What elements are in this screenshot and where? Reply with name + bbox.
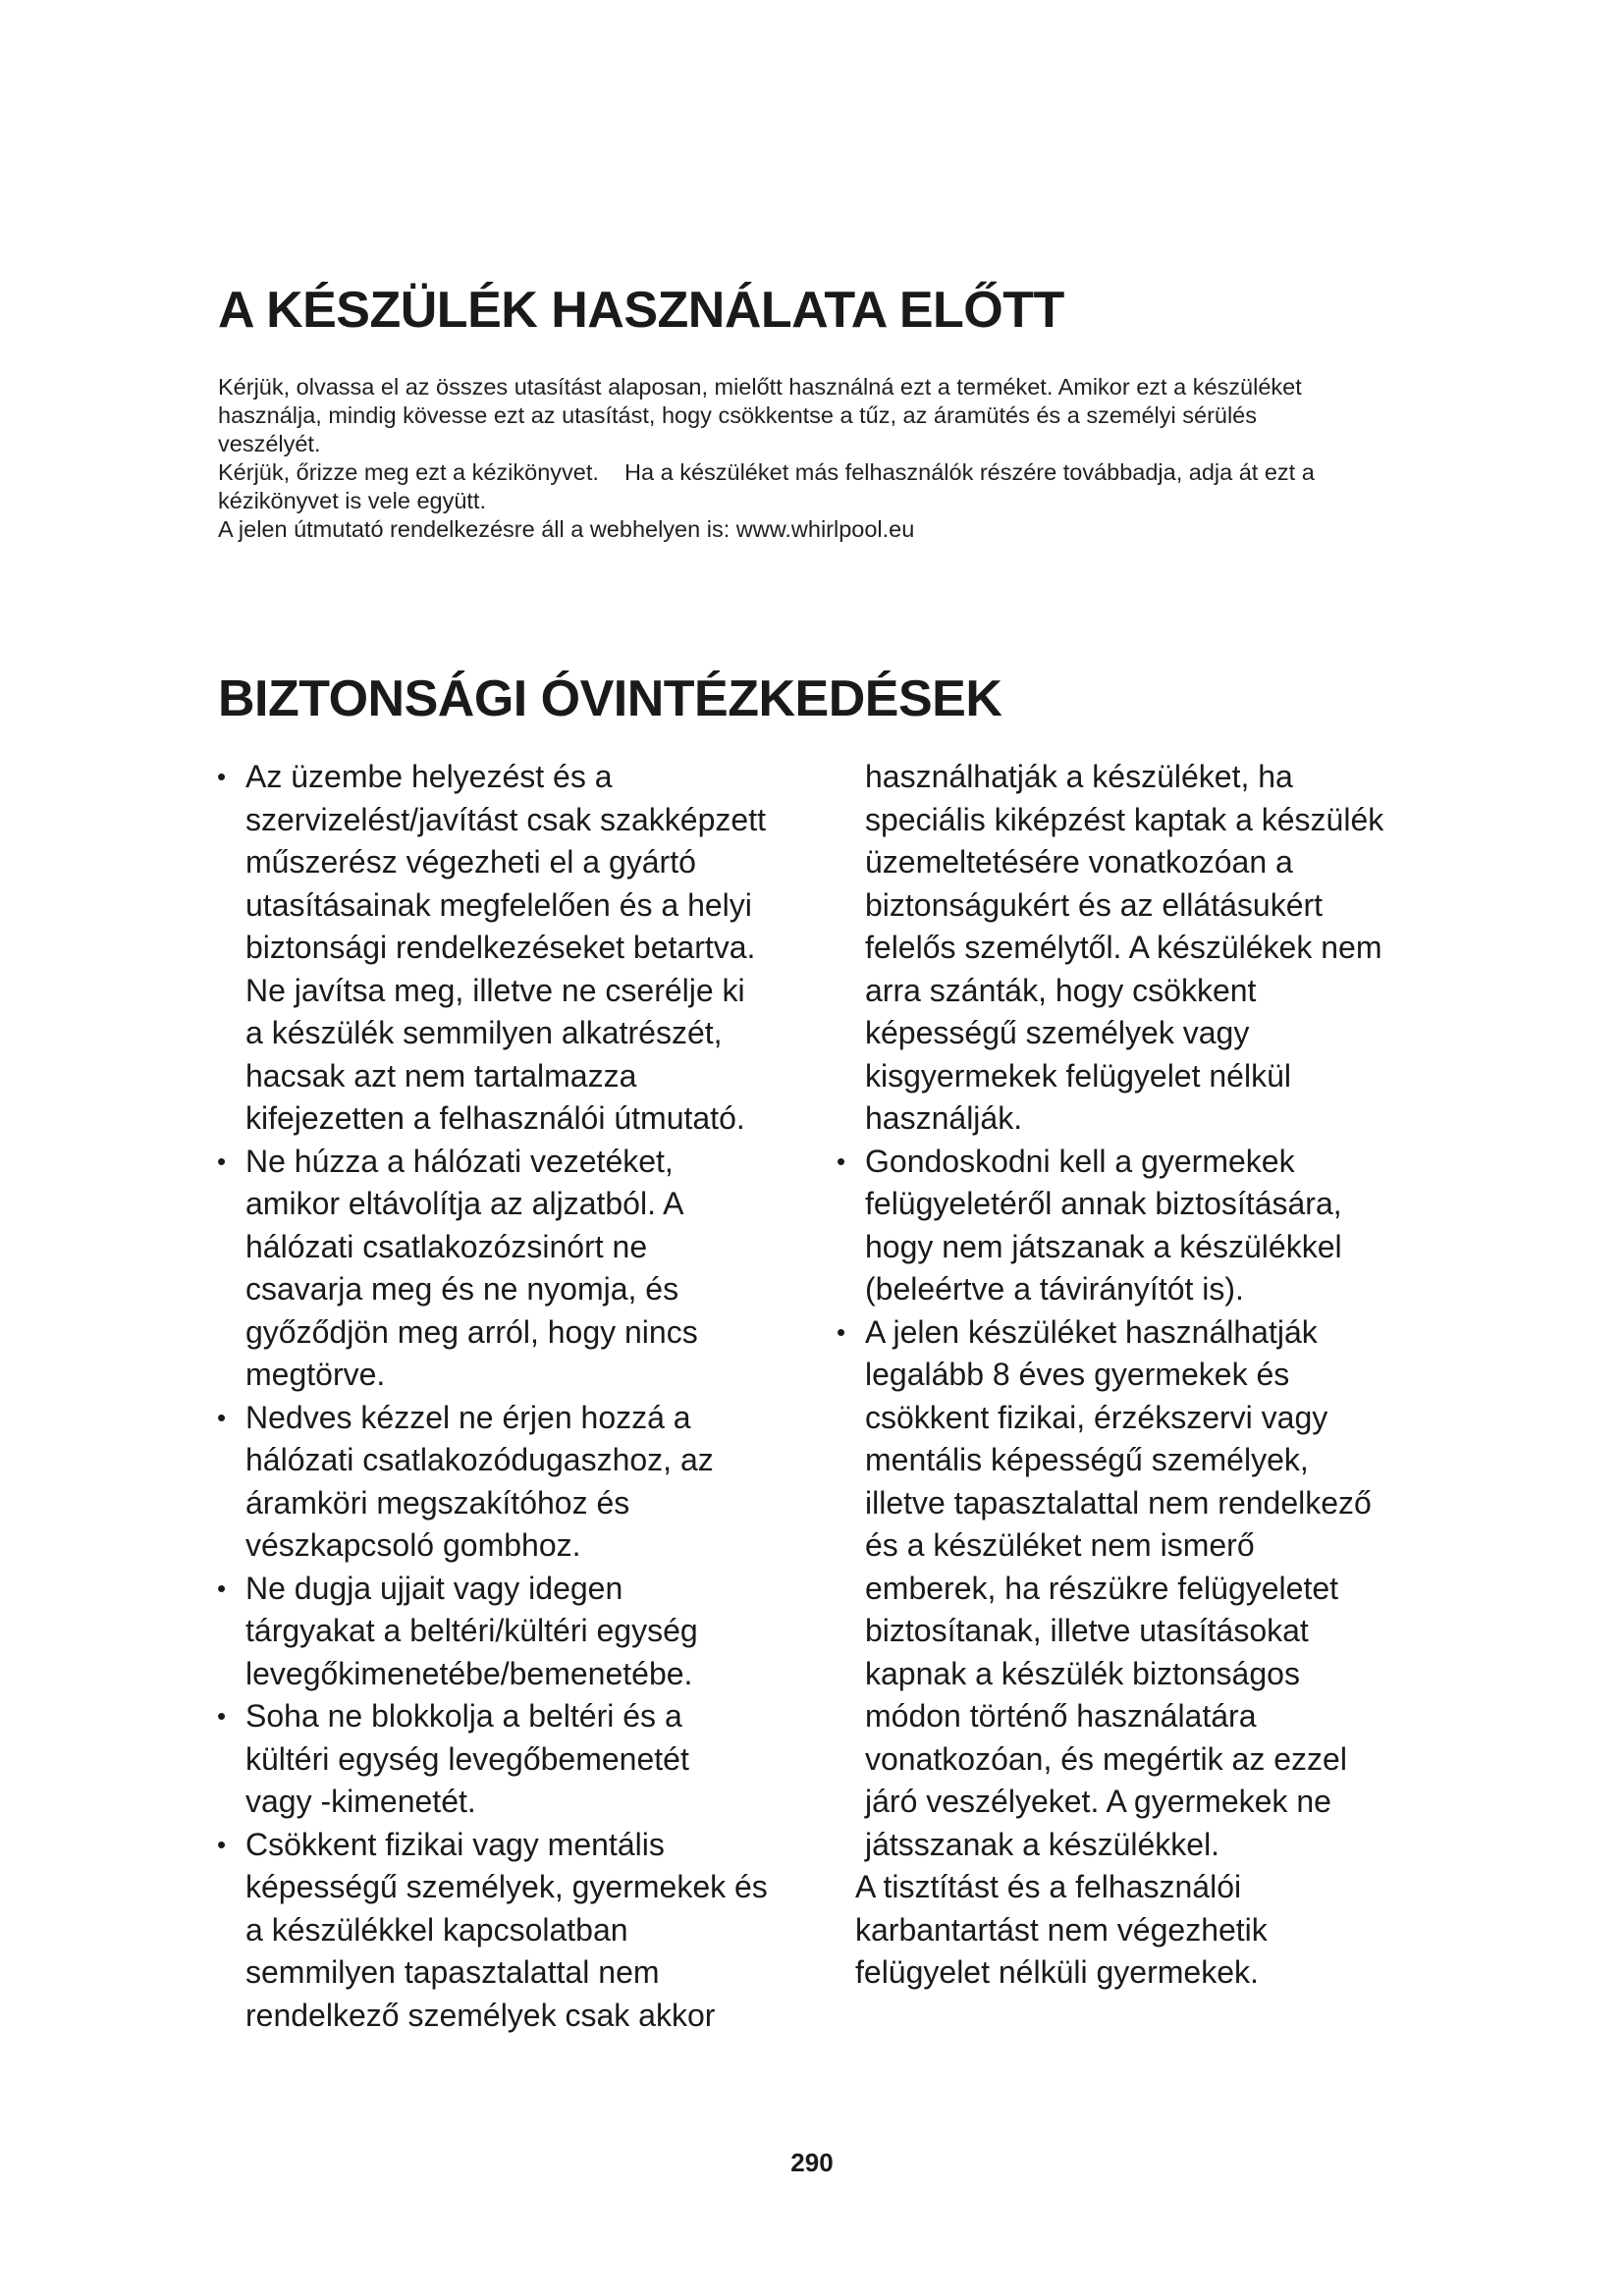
safety-column-right <box>834 756 1442 1995</box>
bullet-icon: • <box>217 1402 227 1432</box>
safety-bullet-age-8 <box>834 1311 1442 1867</box>
continued-line: képességű személyek vagy <box>865 1015 1250 1050</box>
cleaning-maintenance-paragraph <box>834 1866 1442 1995</box>
bullet-line: hálózati csatlakozódugaszhoz, az <box>245 1442 714 1477</box>
continued-line: biztonságukért és az ellátásukért <box>865 886 1324 923</box>
intro-line: Kérjük, olvassa el az összes utasítást alaposan, mielőtt használná ezt a terméket. Amikor ezt a készüléket <box>218 374 1302 400</box>
safety-column-left <box>214 756 803 2037</box>
bullet-line: szervizelést/javítást csak szakképzett <box>245 801 766 837</box>
section-title-before-use: A KÉSZÜLÉK HASZNÁLATA ELŐTT <box>218 282 1064 339</box>
bullet-line: képességű személyek, gyermekek és <box>245 1869 768 1904</box>
bullet-line: csavarja meg és ne nyomja, és <box>245 1271 679 1307</box>
bullet-line: a készülék semmilyen alkatrészét, <box>245 1015 723 1050</box>
bullet-line: legalább 8 éves gyermekek és <box>865 1357 1290 1392</box>
bullet-line: hogy nem játszanak a készülékkel <box>865 1228 1342 1264</box>
safety-bullet-air-inlet <box>214 1695 803 1824</box>
bullet-line: győződjön meg arról, hogy nincs <box>245 1313 698 1350</box>
bullet-line: tárgyakat a beltéri/kültéri egység <box>245 1613 698 1648</box>
bullet-line: Ne húzza a hálózati vezetéket, <box>245 1143 674 1179</box>
intro-line: kézikönyvet is vele együtt. <box>218 488 486 513</box>
bullet-icon: • <box>217 1573 227 1603</box>
safety-bullet-reduced-capability <box>214 1824 803 2038</box>
continued-line: arra szánták, hogy csökkent <box>865 972 1257 1008</box>
bullet-line: Az üzembe helyezést és a <box>245 759 613 794</box>
bullet-line: A jelen készüléket használhatják <box>865 1313 1318 1350</box>
paragraph-line: karbantartást nem végezhetik <box>855 1911 1268 1948</box>
bullet-line: levegőkimenetébe/bemenetébe. <box>245 1655 693 1691</box>
bullet-line: járó veszélyeket. A gyermekek ne <box>865 1784 1331 1819</box>
bullet-line: módon történő használatára <box>865 1698 1257 1734</box>
bullet-icon: • <box>837 1146 846 1176</box>
bullet-line: (beleértve a távirányítót is). <box>865 1271 1244 1307</box>
bullet-line: vagy -kimenetét. <box>245 1784 476 1819</box>
bullet-line: vonatkozóan, és megértik az ezzel <box>865 1740 1347 1777</box>
paragraph-line: A tisztítást és a felhasználói <box>855 1869 1242 1904</box>
bullet-line: Ne javítsa meg, illetve ne cserélje ki <box>245 972 745 1008</box>
intro-line: veszélyét. <box>218 431 321 456</box>
bullet-line: kapnak a készülék biztonságos <box>865 1655 1300 1691</box>
continued-line: használják. <box>865 1100 1023 1136</box>
bullet-line: Gondoskodni kell a gyermekek <box>865 1143 1295 1179</box>
bullet-line: biztonsági rendelkezéseket betartva. <box>245 930 756 965</box>
bullet-icon: • <box>217 1829 227 1859</box>
section-title-safety-precautions: BIZTONSÁGI ÓVINTÉZKEDÉSEK <box>218 670 1002 727</box>
bullet-icon: • <box>217 762 227 791</box>
bullet-line: emberek, ha részükre felügyeletet <box>865 1570 1339 1606</box>
paragraph-line: felügyelet nélküli gyermekek. <box>855 1954 1259 1990</box>
bullet-line: Ne dugja ujjait vagy idegen <box>245 1570 623 1606</box>
intro-line: Kérjük, őrizze meg ezt a kézikönyvet. Ha a készüléket más felhasználók részére továbbadja, adja át ezt a <box>218 459 1315 485</box>
continued-line: felelős személytől. A készülékek nem <box>865 930 1382 965</box>
bullet-line: és a készüléket nem ismerő <box>865 1527 1255 1563</box>
bullet-line: Soha ne blokkolja a beltéri és a <box>245 1698 682 1734</box>
bullet-line: Nedves kézzel ne érjen hozzá a <box>245 1399 691 1435</box>
intro-line-website: A jelen útmutató rendelkezésre áll a webhelyen is: www.whirlpool.eu <box>218 516 915 542</box>
intro-text <box>218 373 1435 544</box>
bullet-line: műszerész végezheti el a gyártó <box>245 844 696 880</box>
safety-bullet-wet-hands <box>214 1397 803 1568</box>
bullet-line: biztosítanak, illetve utasításokat <box>865 1613 1309 1648</box>
safety-bullet-power-cord <box>214 1141 803 1397</box>
bullet-line: semmilyen tapasztalattal nem <box>245 1954 660 1990</box>
continued-text <box>834 756 1442 1141</box>
bullet-line: vészkapcsoló gombhoz. <box>245 1527 581 1563</box>
bullet-line: hacsak azt nem tartalmazza <box>245 1057 637 1094</box>
continued-line: speciális kiképzést kaptak a készülék <box>865 801 1384 837</box>
safety-bullet-installation <box>214 756 803 1141</box>
bullet-line: áramköri megszakítóhoz és <box>245 1484 630 1521</box>
continued-line: használhatják a készüléket, ha <box>865 759 1293 794</box>
bullet-line: felügyeletéről annak biztosítására, <box>865 1186 1342 1221</box>
continued-line: üzemeltetésére vonatkozóan a <box>865 844 1293 880</box>
bullet-icon: • <box>837 1316 846 1347</box>
bullet-line: kültéri egység levegőbemenetét <box>245 1740 689 1777</box>
bullet-line: hálózati csatlakozózsinórt ne <box>245 1228 648 1264</box>
bullet-line: csökkent fizikai, érzékszervi vagy <box>865 1399 1328 1435</box>
page-number: 290 <box>790 2148 834 2177</box>
continued-line: kisgyermekek felügyelet nélkül <box>865 1057 1291 1094</box>
bullet-line: amikor eltávolítja az aljzatból. A <box>245 1186 684 1221</box>
bullet-line: a készülékkel kapcsolatban <box>245 1911 628 1948</box>
bullet-line: kifejezetten a felhasználói útmutató. <box>245 1100 745 1136</box>
bullet-line: játsszanak a készülékkel. <box>865 1826 1220 1862</box>
intro-line: használja, mindig kövesse ezt az utasítást, hogy csökkentse a tűz, az áramütés és a személyi sérülés <box>218 402 1258 428</box>
safety-bullet-fingers <box>214 1568 803 1696</box>
bullet-line: Csökkent fizikai vagy mentális <box>245 1826 665 1862</box>
bullet-line: illetve tapasztalattal nem rendelkező <box>865 1484 1372 1521</box>
bullet-icon: • <box>217 1146 227 1176</box>
bullet-icon: • <box>217 1701 227 1731</box>
bullet-line: utasításainak megfelelően és a helyi <box>245 886 752 923</box>
bullet-line: rendelkező személyek csak akkor <box>245 1997 716 2033</box>
safety-bullet-supervise-children <box>834 1141 1442 1311</box>
bullet-line: megtörve. <box>245 1357 386 1392</box>
bullet-line: mentális képességű személyek, <box>865 1442 1309 1477</box>
